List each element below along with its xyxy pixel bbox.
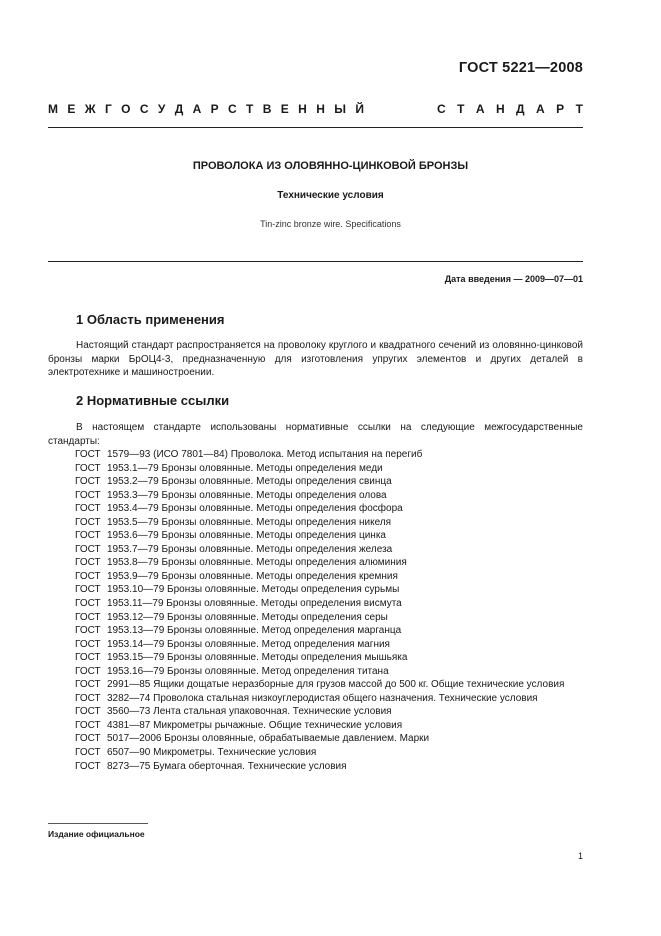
reference-label: ГОСТ — [75, 584, 101, 596]
reference-item — [75, 489, 583, 503]
reference-item — [75, 692, 583, 706]
reference-text: 1953.1—79 Бронзы оловянные. Методы определения меди — [107, 462, 383, 474]
reference-text: 1953.9—79 Бронзы оловянные. Методы определения кремния — [107, 570, 398, 582]
introduction-date: Дата введения — 2009—07—01 — [444, 274, 583, 284]
banner-letter: А — [475, 102, 485, 116]
reference-text: 1953.2—79 Бронзы оловянные. Методы определения свинца — [107, 476, 392, 488]
reference-item — [75, 732, 583, 746]
banner-letter: С — [228, 102, 237, 116]
document-title: ПРОВОЛОКА ИЗ ОЛОВЯННО-ЦИНКОВОЙ БРОНЗЫ — [192, 160, 469, 172]
reference-item — [75, 502, 583, 516]
reference-text: 1953.3—79 Бронзы оловянные. Методы определения олова — [107, 489, 387, 501]
section-1-text — [48, 339, 583, 380]
banner-letter: С — [437, 102, 446, 116]
banner-letter: А — [536, 102, 545, 116]
reference-label: ГОСТ — [75, 462, 101, 474]
reference-text: 1953.12—79 Бронзы оловянные. Методы определения серы — [107, 611, 388, 623]
gost-number: ГОСТ 5221—2008 — [458, 60, 583, 76]
banner-word-standard — [437, 102, 583, 116]
banner-letter: Й — [355, 102, 364, 116]
reference-text: 8273—75 Бумага оберточная. Технические условия — [107, 760, 347, 772]
reference-text: 1953.11—79 Бронзы оловянные. Методы определения висмута — [107, 598, 402, 610]
reference-text: 1953.7—79 Бронзы оловянные. Методы определения железа — [107, 543, 393, 555]
normative-references-list — [48, 448, 583, 773]
section-1-heading: 1 Область применения — [76, 312, 225, 327]
reference-text: 1953.15—79 Бронзы оловянные. Методы определения мышьяка — [107, 652, 408, 664]
banner-letter: Ы — [334, 102, 346, 116]
reference-text: 1953.10—79 Бронзы оловянные. Методы определения сурьмы — [107, 584, 400, 596]
section-2-intro-paragraph: В настоящем стандарте использованы нормативные ссылки на следующие межгосударственные стандарты: — [48, 422, 583, 447]
reference-item — [75, 760, 583, 774]
reference-label: ГОСТ — [75, 543, 101, 555]
banner-word-interstate — [48, 102, 364, 116]
reference-item — [75, 543, 583, 557]
reference-text: 1953.14—79 Бронзы оловянные. Метод определения магния — [107, 638, 390, 650]
banner-letter: С — [139, 102, 149, 116]
reference-text: 3560—73 Лента стальная упаковочная. Технические условия — [107, 706, 392, 718]
reference-label: ГОСТ — [75, 611, 101, 623]
reference-item — [75, 678, 583, 692]
reference-item — [75, 665, 583, 679]
reference-item — [75, 651, 583, 665]
banner-letter: Ж — [84, 102, 96, 116]
reference-item — [75, 638, 583, 652]
banner-letter: Е — [67, 102, 76, 116]
section-1-paragraph: Настоящий стандарт распространяется на проволоку круглого и квадратного сечений из оловянно-цинковой бронзы марки БрОЦ4-3, предназначенную для изготовления упругих элементов и других деталей в электротехнике и машиностроении. — [48, 340, 583, 379]
reference-text: 1953.13—79 Бронзы оловянные. Метод определения марганца — [107, 625, 402, 637]
reference-label: ГОСТ — [75, 489, 101, 501]
banner-letter: Е — [280, 102, 289, 116]
reference-label: ГОСТ — [75, 706, 101, 718]
banner-letter: Т — [457, 102, 465, 116]
banner-letter: Д — [174, 102, 184, 116]
banner-letter: В — [262, 102, 272, 116]
reference-label: ГОСТ — [75, 747, 101, 759]
reference-text: 1953.8—79 Бронзы оловянные. Методы определения алюминия — [107, 557, 407, 569]
reference-item — [75, 597, 583, 611]
reference-item — [75, 516, 583, 530]
banner-letter: Д — [516, 102, 525, 116]
reference-label: ГОСТ — [75, 570, 101, 582]
reference-label: ГОСТ — [75, 760, 101, 772]
reference-label: ГОСТ — [75, 665, 101, 677]
reference-label: ГОСТ — [75, 638, 101, 650]
banner-letter: Н — [495, 102, 505, 116]
reference-item — [75, 462, 583, 476]
header-rule — [48, 127, 583, 128]
banner-letter: Р — [556, 102, 565, 116]
reference-label: ГОСТ — [75, 476, 101, 488]
reference-item — [75, 746, 583, 760]
section-2-heading: 2 Нормативные ссылки — [76, 393, 230, 408]
reference-label: ГОСТ — [75, 719, 101, 731]
reference-label: ГОСТ — [75, 557, 101, 569]
banner-letter: М — [48, 102, 58, 116]
reference-item — [75, 611, 583, 625]
reference-text: 5017—2006 Бронзы оловянные, обрабатываемые давлением. Марки — [107, 733, 430, 745]
edition-note: Издание официальное — [48, 829, 145, 839]
interstate-standard-banner — [48, 102, 583, 116]
title-rule — [48, 261, 583, 262]
reference-text: 4381—87 Микрометры рычажные. Общие технические условия — [107, 719, 403, 731]
banner-letter: Т — [575, 102, 583, 116]
reference-item — [75, 529, 583, 543]
document-title-english: Tin-zinc bronze wire. Specifications — [260, 219, 401, 229]
reference-label: ГОСТ — [75, 679, 101, 691]
reference-item — [75, 705, 583, 719]
document-subtitle: Технические условия — [277, 190, 384, 201]
reference-text: 1953.5—79 Бронзы оловянные. Методы определения никеля — [107, 516, 392, 528]
banner-letter: Г — [104, 102, 112, 116]
reference-text: 1953.4—79 Бронзы оловянные. Методы определения фосфора — [107, 503, 403, 515]
section-2-intro — [48, 421, 583, 448]
reference-label: ГОСТ — [75, 652, 101, 664]
reference-text: 1579—93 (ИСО 7801—84) Проволока. Метод испытания на перегиб — [107, 449, 423, 460]
reference-text: 3282—74 Проволока стальная низкоуглеродистая общего назначения. Технические условия — [107, 692, 538, 704]
banner-letter: А — [192, 102, 202, 116]
reference-label: ГОСТ — [75, 516, 101, 528]
reference-label: ГОСТ — [75, 530, 101, 542]
footer-rule — [48, 823, 148, 824]
reference-label: ГОСТ — [75, 598, 101, 610]
reference-text: 1953.16—79 Бронзы оловянные. Метод определения титана — [107, 665, 389, 677]
reference-text: 6507—90 Микрометры. Технические условия — [107, 747, 317, 759]
reference-item — [75, 570, 583, 584]
banner-letter: Н — [316, 102, 325, 116]
banner-letter: Т — [246, 102, 254, 116]
reference-item — [75, 624, 583, 638]
reference-label: ГОСТ — [75, 503, 101, 515]
reference-label: ГОСТ — [75, 449, 101, 460]
banner-letter: Н — [298, 102, 307, 116]
reference-label: ГОСТ — [75, 733, 101, 745]
reference-label: ГОСТ — [75, 625, 101, 637]
banner-letter: Р — [210, 102, 219, 116]
reference-text: 2991—85 Ящики дощатые неразборные для грузов массой до 500 кг. Общие технические условия — [107, 679, 565, 691]
banner-letter: О — [121, 102, 131, 116]
reference-label: ГОСТ — [75, 692, 101, 704]
page-number: 1 — [577, 851, 583, 861]
reference-item — [75, 719, 583, 733]
reference-item — [75, 583, 583, 597]
reference-item — [75, 556, 583, 570]
reference-item — [75, 475, 583, 489]
banner-letter: У — [157, 102, 166, 116]
reference-text: 1953.6—79 Бронзы оловянные. Методы определения цинка — [107, 530, 386, 542]
reference-item — [75, 448, 583, 462]
